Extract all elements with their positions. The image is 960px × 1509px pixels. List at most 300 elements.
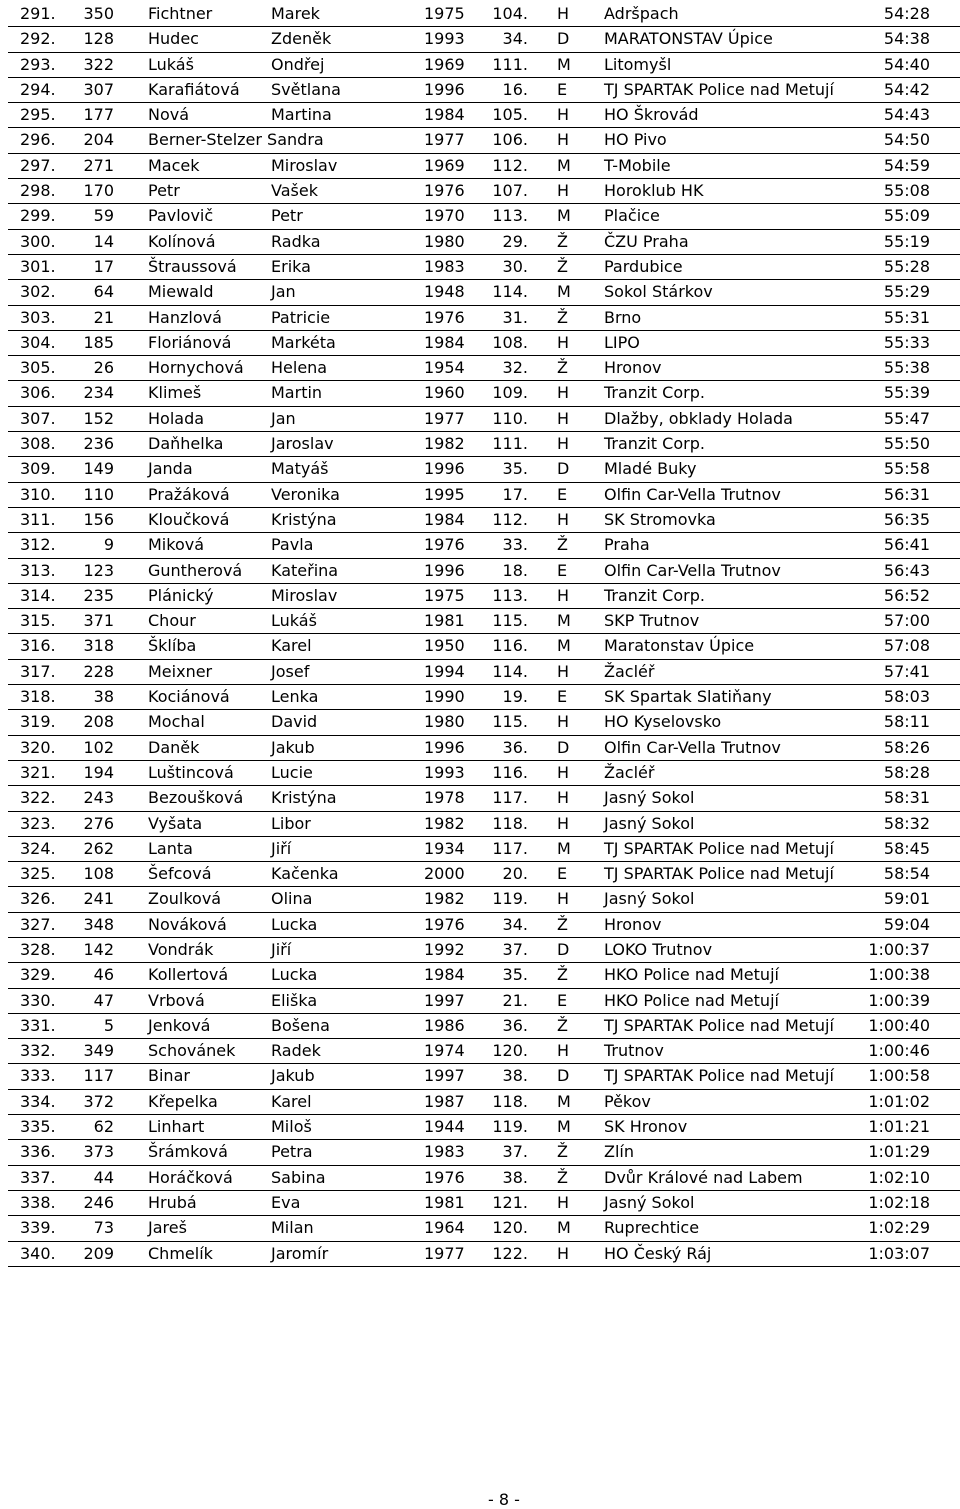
category-rank-cell: 20. (502, 864, 528, 884)
bib-cell: 307 (83, 79, 114, 99)
table-row (8, 407, 960, 432)
category-rank-cell: 115. (492, 611, 528, 631)
table-row (8, 1090, 960, 1115)
bib-cell: 204 (83, 130, 114, 150)
category-cell: Ž (557, 1142, 568, 1162)
first-name-cell: Lucka (271, 965, 318, 985)
place-cell: 317. (20, 661, 56, 681)
table-row (8, 786, 960, 811)
category-cell: H (557, 181, 570, 201)
place-cell: 308. (20, 434, 56, 454)
category-cell: H (557, 105, 570, 125)
club-cell: Jasný Sokol (604, 1192, 695, 1212)
place-cell: 333. (20, 1066, 56, 1086)
first-name-cell: Patricie (271, 307, 331, 327)
time-cell: 58:32 (883, 813, 930, 833)
category-rank-cell: 36. (502, 737, 528, 757)
first-name-cell: Helena (271, 358, 328, 378)
category-cell: E (557, 484, 568, 504)
time-cell: 1:00:39 (868, 990, 930, 1010)
first-name-cell: Eva (271, 1192, 301, 1212)
birth-year-cell: 1948 (424, 282, 465, 302)
club-cell: Olfin Car-Vella Trutnov (604, 484, 781, 504)
club-cell: HKO Police nad Metují (604, 965, 779, 985)
category-rank-cell: 34. (502, 29, 528, 49)
place-cell: 316. (20, 636, 56, 656)
club-cell: Brno (604, 307, 642, 327)
birth-year-cell: 2000 (424, 864, 465, 884)
time-cell: 56:41 (883, 535, 930, 555)
place-cell: 337. (20, 1167, 56, 1187)
place-cell: 325. (20, 864, 56, 884)
bib-cell: 73 (93, 1218, 114, 1238)
time-cell: 1:00:37 (868, 939, 930, 959)
club-cell: SKP Trutnov (604, 611, 700, 631)
last-name-cell: Vrbová (148, 990, 205, 1010)
club-cell: Olfin Car-Vella Trutnov (604, 737, 781, 757)
bib-cell: 149 (83, 459, 114, 479)
bib-cell: 21 (93, 307, 114, 327)
club-cell: Horoklub HK (604, 181, 704, 201)
category-rank-cell: 107. (492, 181, 528, 201)
first-name-cell: Kristýna (271, 788, 337, 808)
table-row (8, 989, 960, 1014)
bib-cell: 241 (83, 889, 114, 909)
club-cell: Jasný Sokol (604, 788, 695, 808)
category-rank-cell: 110. (492, 408, 528, 428)
birth-year-cell: 1997 (424, 990, 465, 1010)
time-cell: 1:00:38 (868, 965, 930, 985)
place-cell: 332. (20, 1041, 56, 1061)
place-cell: 323. (20, 813, 56, 833)
category-rank-cell: 29. (502, 231, 528, 251)
table-row (8, 306, 960, 331)
bib-cell: 117 (83, 1066, 114, 1086)
results-table (8, 2, 960, 1267)
place-cell: 338. (20, 1192, 56, 1212)
last-name-cell: Holada (148, 408, 205, 428)
category-rank-cell: 112. (492, 509, 528, 529)
category-cell: E (557, 687, 568, 707)
table-row (8, 1064, 960, 1089)
club-cell: Maratonstav Úpice (604, 636, 755, 656)
category-cell: Ž (557, 1015, 568, 1035)
time-cell: 1:02:10 (868, 1167, 930, 1187)
birth-year-cell: 1996 (424, 737, 465, 757)
first-name-cell: Markéta (271, 332, 336, 352)
first-name-cell: Matyáš (271, 459, 329, 479)
bib-cell: 185 (83, 332, 114, 352)
category-rank-cell: 34. (502, 914, 528, 934)
category-cell: H (557, 813, 570, 833)
birth-year-cell: 1981 (424, 1192, 465, 1212)
category-rank-cell: 116. (492, 762, 528, 782)
time-cell: 55:38 (883, 358, 930, 378)
category-cell: H (557, 661, 570, 681)
first-name-cell: Jan (271, 282, 296, 302)
time-cell: 54:40 (883, 54, 930, 74)
category-rank-cell: 119. (492, 889, 528, 909)
time-cell: 54:50 (883, 130, 930, 150)
time-cell: 55:39 (883, 383, 930, 403)
birth-year-cell: 1993 (424, 762, 465, 782)
place-cell: 329. (20, 965, 56, 985)
first-name-cell: Olina (271, 889, 313, 909)
birth-year-cell: 1982 (424, 434, 465, 454)
category-rank-cell: 106. (492, 130, 528, 150)
birth-year-cell: 1974 (424, 1041, 465, 1061)
first-name-cell: Sabina (271, 1167, 326, 1187)
club-cell: Dlažby, obklady Holada (604, 408, 793, 428)
last-name-cell: Jareš (148, 1218, 187, 1238)
place-cell: 304. (20, 332, 56, 352)
club-cell: Jasný Sokol (604, 889, 695, 909)
place-cell: 311. (20, 509, 56, 529)
birth-year-cell: 1984 (424, 105, 465, 125)
club-cell: Praha (604, 535, 650, 555)
category-cell: H (557, 509, 570, 529)
first-name-cell: Josef (271, 661, 310, 681)
last-name-cell: Kolínová (148, 231, 216, 251)
time-cell: 58:28 (883, 762, 930, 782)
place-cell: 322. (20, 788, 56, 808)
first-name-cell: Veronika (271, 484, 340, 504)
last-name-cell: Šklíba (148, 636, 197, 656)
category-cell: Ž (557, 307, 568, 327)
first-name-cell: Světlana (271, 79, 341, 99)
last-name-cell: Hanzlová (148, 307, 222, 327)
place-cell: 310. (20, 484, 56, 504)
last-name-cell: Šefcová (148, 864, 212, 884)
place-cell: 307. (20, 408, 56, 428)
category-cell: E (557, 864, 568, 884)
category-cell: H (557, 332, 570, 352)
bib-cell: 128 (83, 29, 114, 49)
last-name-cell: Klimeš (148, 383, 202, 403)
time-cell: 54:42 (883, 79, 930, 99)
category-cell: M (557, 636, 571, 656)
club-cell: Hronov (604, 914, 662, 934)
category-rank-cell: 33. (502, 535, 528, 555)
table-row (8, 1216, 960, 1241)
category-cell: H (557, 762, 570, 782)
place-cell: 319. (20, 712, 56, 732)
first-name-cell: Jakub (271, 737, 315, 757)
table-row (8, 584, 960, 609)
birth-year-cell: 1994 (424, 661, 465, 681)
first-name-cell: Petr (271, 206, 303, 226)
table-row (8, 913, 960, 938)
category-rank-cell: 31. (502, 307, 528, 327)
bib-cell: 262 (83, 838, 114, 858)
birth-year-cell: 1984 (424, 509, 465, 529)
time-cell: 1:03:07 (868, 1243, 930, 1263)
birth-year-cell: 1983 (424, 1142, 465, 1162)
time-cell: 56:35 (883, 509, 930, 529)
last-name-cell: Pražáková (148, 484, 230, 504)
bib-cell: 17 (93, 256, 114, 276)
last-name-cell: Floriánová (148, 332, 232, 352)
bib-cell: 235 (83, 585, 114, 605)
last-name-cell: Macek (148, 155, 200, 175)
table-row (8, 255, 960, 280)
bib-cell: 371 (83, 611, 114, 631)
club-cell: Jasný Sokol (604, 813, 695, 833)
time-cell: 55:47 (883, 408, 930, 428)
bib-cell: 102 (83, 737, 114, 757)
table-row (8, 812, 960, 837)
time-cell: 54:28 (883, 4, 930, 23)
bib-cell: 64 (93, 282, 114, 302)
last-name-cell: Linhart (148, 1117, 205, 1137)
place-cell: 297. (20, 155, 56, 175)
table-row (8, 204, 960, 229)
place-cell: 328. (20, 939, 56, 959)
category-cell: H (557, 712, 570, 732)
category-rank-cell: 116. (492, 636, 528, 656)
bib-cell: 234 (83, 383, 114, 403)
birth-year-cell: 1978 (424, 788, 465, 808)
last-name-cell: Daněk (148, 737, 200, 757)
first-name-cell: Lucka (271, 914, 318, 934)
club-cell: HO Škrovád (604, 105, 699, 125)
bib-cell: 236 (83, 434, 114, 454)
bib-cell: 9 (103, 535, 114, 555)
table-row (8, 128, 960, 153)
first-name-cell: Erika (271, 256, 311, 276)
table-row (8, 78, 960, 103)
club-cell: Tranzit Corp. (604, 434, 705, 454)
table-row (8, 1242, 960, 1267)
page-number: - 8 - (488, 1490, 520, 1509)
first-name-cell: Marek (271, 4, 320, 23)
place-cell: 326. (20, 889, 56, 909)
category-rank-cell: 112. (492, 155, 528, 175)
category-rank-cell: 119. (492, 1117, 528, 1137)
bib-cell: 372 (83, 1091, 114, 1111)
category-rank-cell: 108. (492, 332, 528, 352)
category-cell: E (557, 79, 568, 99)
birth-year-cell: 1984 (424, 332, 465, 352)
category-rank-cell: 117. (492, 788, 528, 808)
time-cell: 58:11 (883, 712, 930, 732)
time-cell: 56:43 (883, 560, 930, 580)
category-cell: M (557, 1091, 571, 1111)
birth-year-cell: 1975 (424, 585, 465, 605)
birth-year-cell: 1984 (424, 965, 465, 985)
club-cell: Mladé Buky (604, 459, 697, 479)
category-rank-cell: 104. (492, 4, 528, 23)
last-name-cell: Křepelka (148, 1091, 218, 1111)
last-name-cell: Lanta (148, 838, 193, 858)
place-cell: 305. (20, 358, 56, 378)
first-name-cell: Jan (271, 408, 296, 428)
birth-year-cell: 1970 (424, 206, 465, 226)
table-row (8, 103, 960, 128)
club-cell: LIPO (604, 332, 640, 352)
place-cell: 327. (20, 914, 56, 934)
category-cell: H (557, 889, 570, 909)
category-rank-cell: 111. (492, 434, 528, 454)
time-cell: 1:01:21 (868, 1117, 930, 1137)
last-name-cell: Berner-Stelzer Sandra (148, 130, 324, 150)
category-rank-cell: 115. (492, 712, 528, 732)
birth-year-cell: 1982 (424, 889, 465, 909)
place-cell: 320. (20, 737, 56, 757)
last-name-cell: Karafiátová (148, 79, 240, 99)
time-cell: 1:00:40 (868, 1015, 930, 1035)
first-name-cell: Miroslav (271, 585, 338, 605)
time-cell: 57:00 (883, 611, 930, 631)
club-cell: HO Kyselovsko (604, 712, 722, 732)
place-cell: 321. (20, 762, 56, 782)
birth-year-cell: 1992 (424, 939, 465, 959)
club-cell: Žacléř (604, 762, 655, 782)
last-name-cell: Luštincová (148, 762, 234, 782)
bib-cell: 62 (93, 1117, 114, 1137)
category-cell: H (557, 383, 570, 403)
category-rank-cell: 18. (502, 560, 528, 580)
place-cell: 336. (20, 1142, 56, 1162)
time-cell: 59:01 (883, 889, 930, 909)
last-name-cell: Miková (148, 535, 205, 555)
first-name-cell: Kateřina (271, 560, 339, 580)
club-cell: Tranzit Corp. (604, 585, 705, 605)
category-cell: M (557, 838, 571, 858)
last-name-cell: Hudec (148, 29, 199, 49)
bib-cell: 108 (83, 864, 114, 884)
time-cell: 1:01:29 (868, 1142, 930, 1162)
table-row (8, 963, 960, 988)
last-name-cell: Kollertová (148, 965, 229, 985)
first-name-cell: Petra (271, 1142, 313, 1162)
table-row (8, 508, 960, 533)
category-cell: M (557, 155, 571, 175)
table-row (8, 761, 960, 786)
first-name-cell: Jakub (271, 1066, 315, 1086)
club-cell: TJ SPARTAK Police nad Metují (604, 79, 834, 99)
place-cell: 315. (20, 611, 56, 631)
birth-year-cell: 1980 (424, 712, 465, 732)
last-name-cell: Vondrák (148, 939, 214, 959)
last-name-cell: Jenková (148, 1015, 211, 1035)
place-cell: 295. (20, 105, 56, 125)
club-cell: T-Mobile (604, 155, 671, 175)
table-row (8, 356, 960, 381)
bib-cell: 156 (83, 509, 114, 529)
first-name-cell: Ondřej (271, 54, 325, 74)
time-cell: 57:08 (883, 636, 930, 656)
first-name-cell: Zdeněk (271, 29, 332, 49)
place-cell: 309. (20, 459, 56, 479)
first-name-cell: Pavla (271, 535, 314, 555)
last-name-cell: Kloučková (148, 509, 230, 529)
birth-year-cell: 1996 (424, 560, 465, 580)
category-rank-cell: 113. (492, 206, 528, 226)
birth-year-cell: 1976 (424, 1167, 465, 1187)
first-name-cell: Libor (271, 813, 311, 833)
club-cell: Pěkov (604, 1091, 651, 1111)
category-cell: H (557, 1243, 570, 1263)
bib-cell: 44 (93, 1167, 114, 1187)
last-name-cell: Bezoušková (148, 788, 244, 808)
place-cell: 313. (20, 560, 56, 580)
club-cell: Žacléř (604, 661, 655, 681)
category-rank-cell: 19. (502, 687, 528, 707)
time-cell: 55:29 (883, 282, 930, 302)
time-cell: 1:01:02 (868, 1091, 930, 1111)
bib-cell: 208 (83, 712, 114, 732)
category-cell: D (557, 737, 570, 757)
first-name-cell: Jiří (271, 838, 292, 858)
time-cell: 1:00:46 (868, 1041, 930, 1061)
last-name-cell: Kociánová (148, 687, 230, 707)
category-rank-cell: 35. (502, 965, 528, 985)
last-name-cell: Horáčková (148, 1167, 233, 1187)
category-rank-cell: 120. (492, 1041, 528, 1061)
club-cell: TJ SPARTAK Police nad Metují (604, 838, 834, 858)
table-row (8, 685, 960, 710)
table-row (8, 1039, 960, 1064)
table-row (8, 381, 960, 406)
time-cell: 1:00:58 (868, 1066, 930, 1086)
bib-cell: 350 (83, 4, 114, 23)
table-row (8, 179, 960, 204)
birth-year-cell: 1996 (424, 459, 465, 479)
club-cell: TJ SPARTAK Police nad Metují (604, 864, 834, 884)
time-cell: 55:31 (883, 307, 930, 327)
bib-cell: 177 (83, 105, 114, 125)
birth-year-cell: 1954 (424, 358, 465, 378)
place-cell: 298. (20, 181, 56, 201)
category-rank-cell: 114. (492, 661, 528, 681)
category-cell: M (557, 1218, 571, 1238)
table-row (8, 1166, 960, 1191)
club-cell: ČZU Praha (604, 231, 689, 251)
first-name-cell: David (271, 712, 318, 732)
place-cell: 339. (20, 1218, 56, 1238)
birth-year-cell: 1977 (424, 408, 465, 428)
table-row (8, 457, 960, 482)
bib-cell: 243 (83, 788, 114, 808)
birth-year-cell: 1975 (424, 4, 465, 23)
time-cell: 55:09 (883, 206, 930, 226)
club-cell: Zlín (604, 1142, 634, 1162)
place-cell: 302. (20, 282, 56, 302)
bib-cell: 14 (93, 231, 114, 251)
category-rank-cell: 118. (492, 813, 528, 833)
last-name-cell: Meixner (148, 661, 213, 681)
category-rank-cell: 32. (502, 358, 528, 378)
table-row (8, 710, 960, 735)
club-cell: Adršpach (604, 4, 679, 23)
category-rank-cell: 35. (502, 459, 528, 479)
club-cell: Pardubice (604, 256, 683, 276)
bib-cell: 5 (103, 1015, 114, 1035)
birth-year-cell: 1987 (424, 1091, 465, 1111)
place-cell: 306. (20, 383, 56, 403)
place-cell: 299. (20, 206, 56, 226)
first-name-cell: Kristýna (271, 509, 337, 529)
last-name-cell: Hrubá (148, 1192, 197, 1212)
club-cell: Trutnov (604, 1041, 664, 1061)
place-cell: 340. (20, 1243, 56, 1263)
category-cell: M (557, 611, 571, 631)
category-cell: D (557, 29, 570, 49)
bib-cell: 318 (83, 636, 114, 656)
category-cell: Ž (557, 914, 568, 934)
club-cell: HO Český Ráj (604, 1243, 712, 1263)
